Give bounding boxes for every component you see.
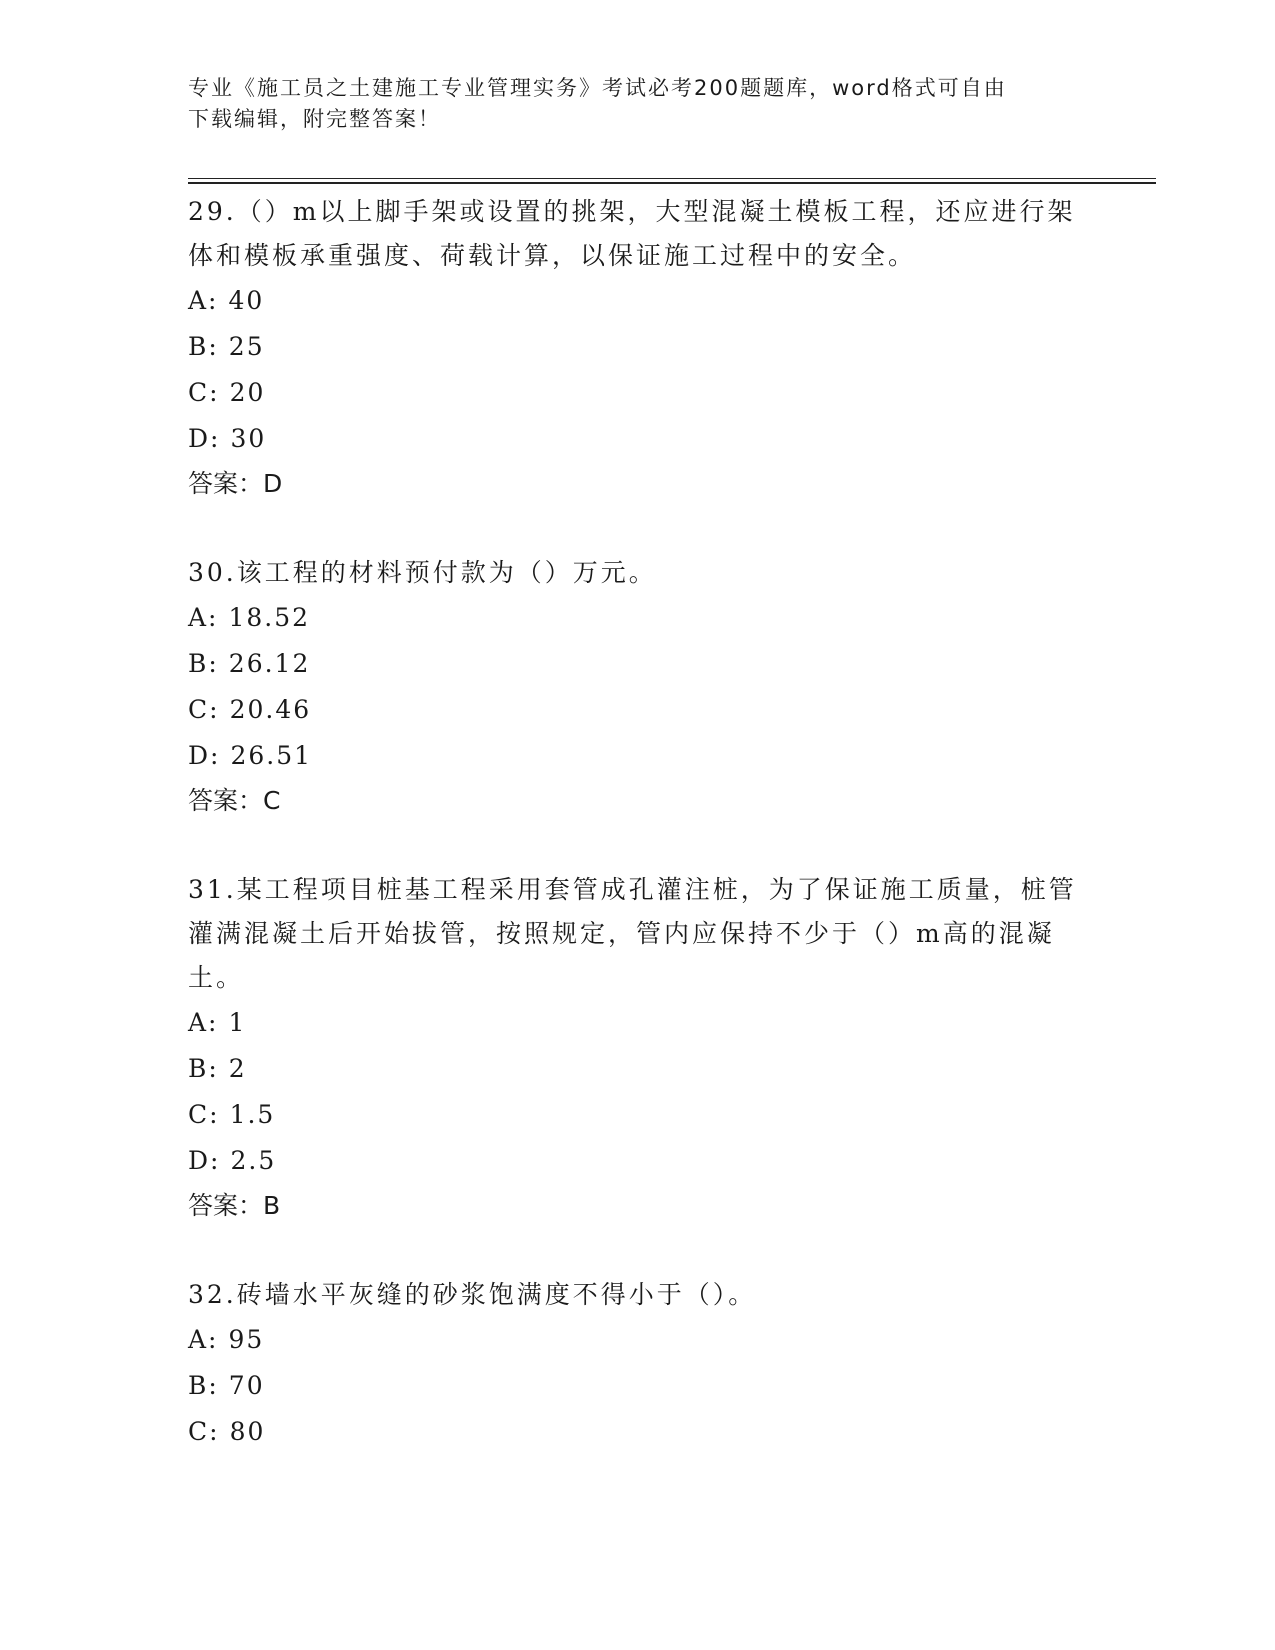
option-label: C: bbox=[188, 1417, 220, 1446]
header-line-1: 专业《施工员之土建施工专业管理实务》考试必考200题题库，word格式可自由 bbox=[188, 76, 1007, 100]
option-c bbox=[188, 1409, 1088, 1455]
question-32 bbox=[188, 1273, 1088, 1455]
option-value: 1 bbox=[228, 1008, 247, 1037]
option-value: 80 bbox=[229, 1417, 266, 1446]
option-label: B: bbox=[188, 1054, 219, 1083]
header-divider-thick bbox=[188, 182, 1156, 184]
option-label: A: bbox=[188, 1325, 219, 1354]
option-c bbox=[188, 1092, 1088, 1138]
option-c bbox=[188, 687, 1088, 733]
option-value: 2 bbox=[228, 1054, 247, 1083]
option-b bbox=[188, 1046, 1088, 1092]
option-c bbox=[188, 370, 1088, 416]
option-label: D: bbox=[188, 424, 221, 453]
option-a bbox=[188, 1317, 1088, 1363]
option-value: 40 bbox=[228, 286, 265, 315]
answer: 答案：C bbox=[188, 786, 281, 815]
option-value: 30 bbox=[230, 424, 267, 453]
question-stem: 32.砖墙水平灰缝的砂浆饱满度不得小于（）。 bbox=[188, 1280, 757, 1309]
option-value: 20 bbox=[229, 378, 266, 407]
option-label: B: bbox=[188, 1371, 219, 1400]
header-divider-thin bbox=[188, 178, 1156, 179]
question-stem: 30.该工程的材料预付款为（）万元。 bbox=[188, 558, 657, 587]
option-value: 2.5 bbox=[230, 1146, 277, 1175]
answer: 答案：D bbox=[188, 469, 283, 498]
option-label: D: bbox=[188, 1146, 221, 1175]
option-label: C: bbox=[188, 378, 220, 407]
option-label: A: bbox=[188, 1008, 219, 1037]
answer: 答案：B bbox=[188, 1191, 281, 1220]
option-value: 1.5 bbox=[229, 1100, 276, 1129]
question-29 bbox=[188, 190, 1088, 506]
option-label: A: bbox=[188, 286, 219, 315]
option-label: B: bbox=[188, 649, 219, 678]
option-value: 26.51 bbox=[230, 741, 313, 770]
option-d bbox=[188, 416, 1088, 462]
question-31 bbox=[188, 868, 1088, 1228]
question-list bbox=[188, 190, 1088, 1500]
option-a bbox=[188, 595, 1088, 641]
option-value: 70 bbox=[228, 1371, 265, 1400]
question-stem: 31.某工程项目桩基工程采用套管成孔灌注桩，为了保证施工质量，桩管灌满混凝土后开始拔管，按照规定，管内应保持不少于（）m高的混凝土。 bbox=[188, 875, 1077, 992]
option-label: A: bbox=[188, 603, 219, 632]
option-value: 20.46 bbox=[229, 695, 312, 724]
option-a bbox=[188, 278, 1088, 324]
option-value: 26.12 bbox=[228, 649, 311, 678]
option-label: C: bbox=[188, 1100, 220, 1129]
option-d bbox=[188, 1138, 1088, 1184]
header-line-2: 下载编辑，附完整答案！ bbox=[188, 107, 441, 131]
option-value: 25 bbox=[228, 332, 265, 361]
option-label: D: bbox=[188, 741, 221, 770]
question-30 bbox=[188, 551, 1088, 823]
question-stem: 29.（）m以上脚手架或设置的挑架，大型混凝土模板工程，还应进行架体和模板承重强度、荷载计算，以保证施工过程中的安全。 bbox=[188, 197, 1076, 270]
option-a bbox=[188, 1000, 1088, 1046]
option-label: B: bbox=[188, 332, 219, 361]
option-value: 18.52 bbox=[228, 603, 311, 632]
option-b bbox=[188, 1363, 1088, 1409]
option-b bbox=[188, 641, 1088, 687]
document-header bbox=[188, 73, 1068, 135]
option-b bbox=[188, 324, 1088, 370]
option-label: C: bbox=[188, 695, 220, 724]
option-value: 95 bbox=[228, 1325, 265, 1354]
option-d bbox=[188, 733, 1088, 779]
